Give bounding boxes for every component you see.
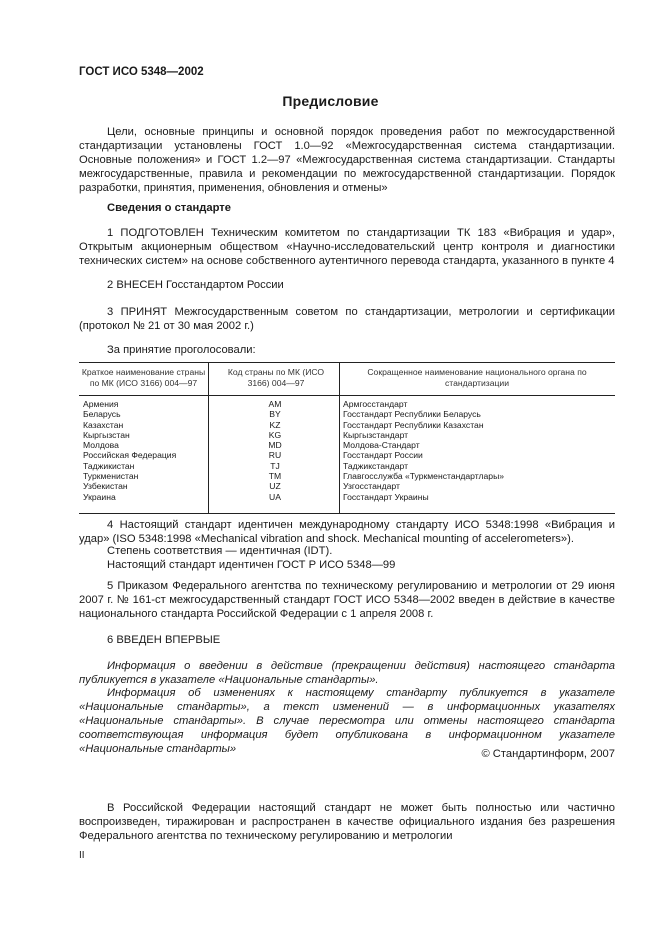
table-row: [79, 440, 615, 450]
paragraph-2: 2 ВНЕСЕН Госстандартом России: [107, 279, 284, 291]
cell-body: Госстандарт России: [343, 450, 423, 461]
page-number: II: [79, 850, 85, 861]
cell-country: Казахстан: [83, 419, 124, 430]
cell-code: UA: [269, 491, 281, 502]
table-row: [79, 471, 615, 481]
cell-body: Армгосстандарт: [343, 399, 408, 409]
cell-country: Армения: [83, 399, 119, 409]
voted-label: За принятие проголосовали:: [107, 344, 256, 356]
cell-country: Узбекистан: [83, 481, 128, 492]
cell-body: Кыргызстандарт: [343, 429, 409, 440]
cell-code: BY: [269, 409, 281, 420]
table-row: [79, 450, 615, 460]
cell-body: Молдова-Стандарт: [343, 440, 420, 451]
table-row: [79, 420, 615, 430]
header-code: Код страны по МК (ИСО 3166) 004—97: [227, 367, 325, 388]
legal-notice: В Российской Федерации настоящий стандарт не может быть полностью или частично воспроизведен, тиражирован и распространен в качестве официального издания без разрешения Федерального агентства по техническому регулированию и метрологии: [79, 802, 615, 842]
standard-header: ГОСТ ИСО 5348—2002: [79, 66, 204, 78]
cell-body: Госстандарт Республики Казахстан: [343, 419, 484, 430]
paragraph-1: 1 ПОДГОТОВЛЕН Техническим комитетом по стандартизации ТК 183 «Вибрация и удар», Открытым акционерным обществом «Научно-исследовательский центр контроля и диагностики технических систем» на основе собственного аутентичного перевода стандарта, указанного в пункте 4: [79, 227, 615, 267]
cell-code: UZ: [269, 481, 281, 492]
cell-country: Таджикистан: [83, 460, 135, 471]
cell-body: Главгосслужба «Туркменстандартлары»: [343, 471, 505, 482]
info-notice-1: Информация о введении в действие (прекращении действия) настоящего стандарта публикуется в указателе «Национальные стандарты».: [79, 660, 615, 686]
cell-code: MD: [268, 440, 282, 451]
cell-code: RU: [268, 450, 282, 461]
cell-body: Госстандарт Республики Беларусь: [343, 409, 481, 420]
cell-code: KZ: [269, 419, 281, 430]
cell-country: Украина: [83, 491, 116, 502]
table-row: [79, 399, 615, 409]
header-body: Сокращенное наименование национального органа по стандартизации: [367, 367, 587, 388]
cell-body: Таджикстандарт: [343, 460, 409, 471]
table-row: [79, 409, 615, 419]
table-header: [79, 363, 615, 396]
table-row: [79, 492, 615, 502]
cell-country: Молдова: [83, 440, 119, 451]
cell-country: Кыргызстан: [83, 429, 130, 440]
cell-country: Российская Федерация: [83, 450, 177, 461]
header-country: Краткое наименование страны по МК (ИСО 3166) 004—97: [81, 367, 206, 388]
paragraph-5: 5 Приказом Федерального агентства по техническому регулированию и метрологии от 29 июня 2007 г. № 161-ст межгосударственный стандарт ГОСТ ИСО 5348—2002 введен в действие в качестве национального стандарта Российской Федерации с 1 апреля 2008 г.: [79, 580, 615, 620]
table-body: [79, 399, 615, 502]
cell-code: TM: [268, 471, 282, 482]
cell-code: KG: [268, 429, 282, 440]
cell-code: TJ: [270, 460, 280, 471]
info-heading: Сведения о стандарте: [107, 202, 231, 214]
cell-country: Туркменистан: [83, 471, 139, 482]
info-notice-2: Информация об изменениях к настоящему стандарту публикуется в указателе «Национальные стандарты», а текст изменений — в информационных указателях «Национальные стандарты». В случае пересмотра или отмены настоящего стандарта соответствующая информация будет опубликована в информационном указателе «Национальные стандарты»: [79, 687, 615, 755]
paragraph-4: 4 Настоящий стандарт идентичен международному стандарту ИСО 5348:1998 «Вибрация и удар» (ISO 5348:1998 «Mechanical vibration and shock. Mechanical mounting of accelerometers»).: [79, 519, 615, 545]
countries-table: [79, 362, 615, 514]
table-row: [79, 481, 615, 491]
paragraph-3: 3 ПРИНЯТ Межгосударственным советом по стандартизации, метрологии и сертификации (протокол № 21 от 30 мая 2002 г.): [79, 306, 615, 332]
cell-code: AM: [268, 399, 282, 409]
cell-body: Госстандарт Украины: [343, 491, 429, 502]
copyright: © Стандартинформ, 2007: [481, 748, 615, 760]
cell-country: Беларусь: [83, 409, 121, 420]
cell-body: Узгосстандарт: [343, 481, 400, 492]
paragraph-6: 6 ВВЕДЕН ВПЕРВЫЕ: [107, 634, 221, 646]
paragraph-4-identical: Настоящий стандарт идентичен ГОСТ Р ИСО 5348—99: [107, 559, 396, 571]
page-title: Предисловие: [282, 93, 379, 109]
table-row: [79, 461, 615, 471]
intro-paragraph: Цели, основные принципы и основной порядок проведения работ по межгосударственной стандартизации установлены ГОСТ 1.0—92 «Межгосударственная система стандартизации. Основные положения» и ГОСТ 1.2—97 «Межгосударственная система стандартизации. Стандарты межгосударственные, правила и рекомендации по межгосударственной стандартизации. Порядок разработки, принятия, применения, обновления и отмены»: [79, 126, 615, 194]
table-row: [79, 430, 615, 440]
paragraph-4-conformity: Степень соответствия — идентичная (IDT).: [107, 545, 333, 557]
